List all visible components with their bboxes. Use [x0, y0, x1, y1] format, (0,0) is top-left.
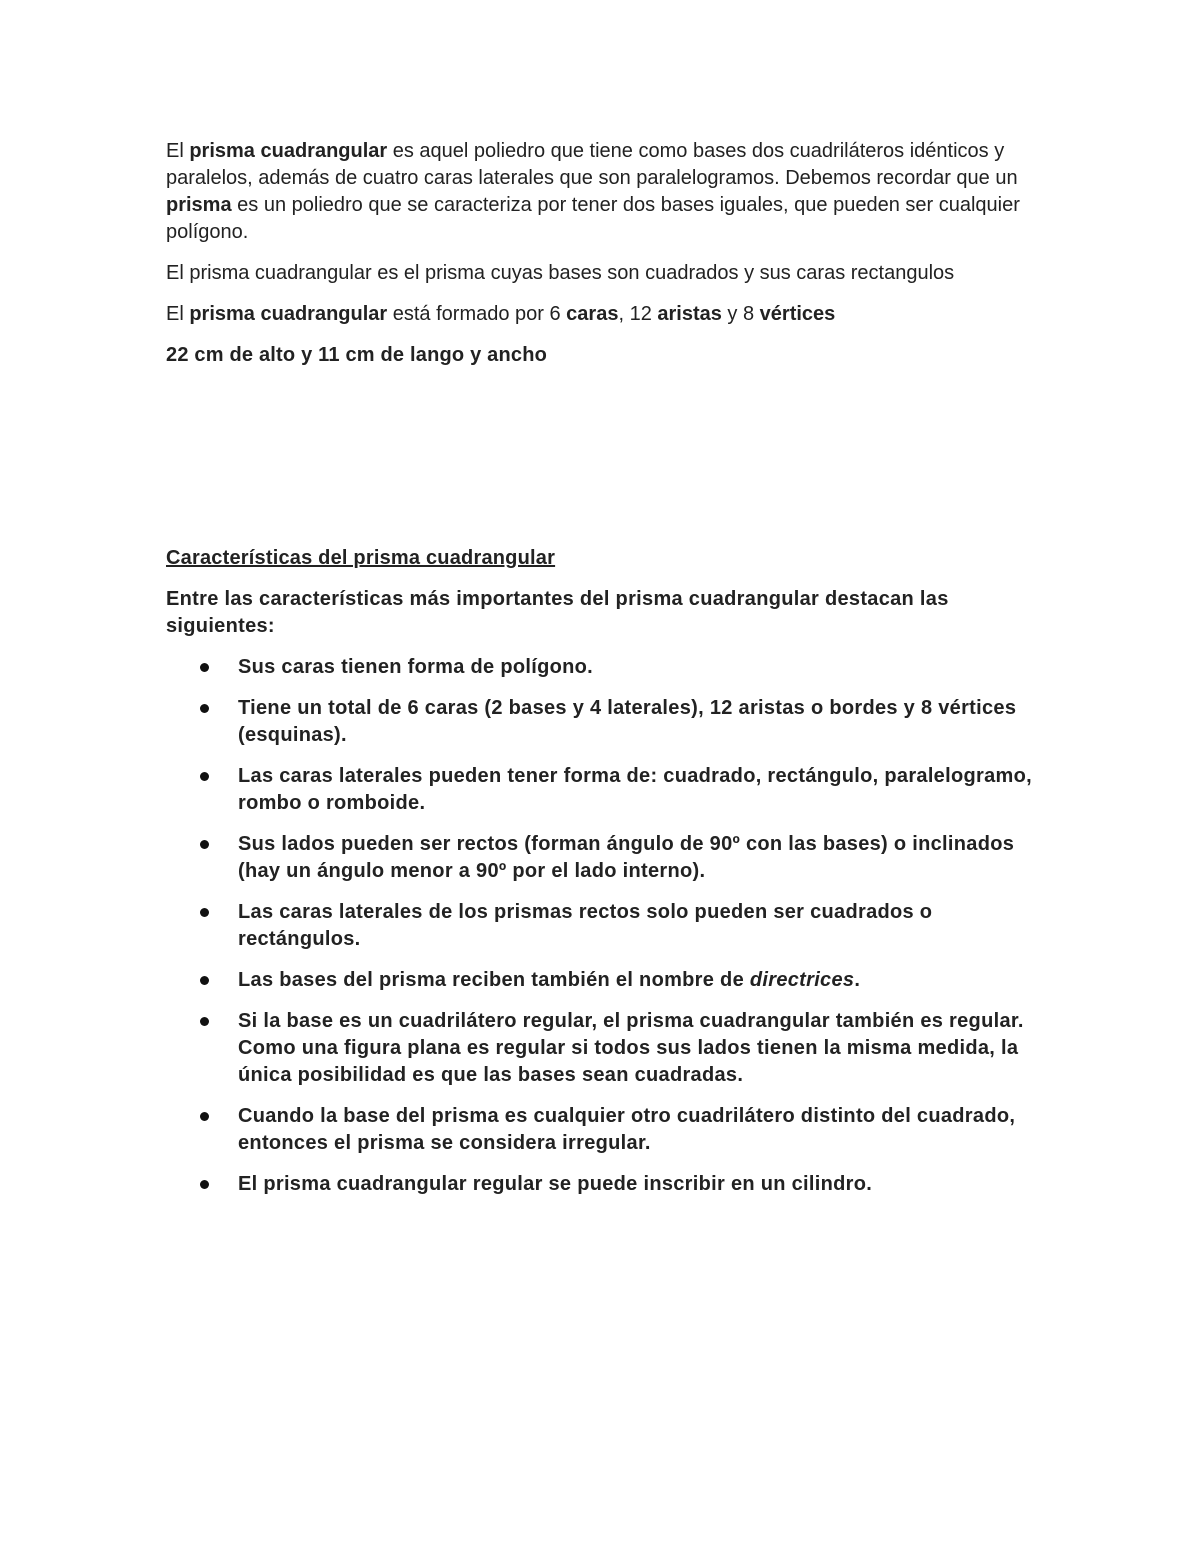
list-item: Las caras laterales de los prismas rectos solo pueden ser cuadrados o rectángulos.: [166, 899, 1046, 953]
bullet-icon: [200, 976, 209, 985]
term-prisma: prisma: [166, 194, 232, 216]
composition-line: El prisma cuadrangular está formado por 6 caras, 12 aristas y 8 vértices: [166, 303, 836, 325]
list-item: El prisma cuadrangular regular se puede inscribir en un cilindro.: [166, 1171, 1046, 1198]
term-prisma-cuadrangular: prisma cuadrangular: [189, 140, 388, 162]
features-list: [166, 654, 1046, 1198]
section-intro: Entre las características más importantes del prisma cuadrangular destacan las siguientes:: [166, 588, 949, 637]
list-item: Las bases del prisma reciben también el nombre de directrices.: [166, 967, 1046, 994]
bullet-icon: [200, 772, 209, 781]
list-item: Las caras laterales pueden tener forma de: cuadrado, rectángulo, paralelogramo, rombo o romboide.: [166, 763, 1046, 817]
term-directrices: directrices: [749, 969, 855, 991]
bullet-icon: [200, 663, 209, 672]
intro-paragraph: El prisma cuadrangular es aquel poliedro que tiene como bases dos cuadriláteros idénticos y paralelos, además de cuatro caras laterales que son paralelogramos. Debemos recordar que un prisma es un poliedro que se caracteriza por tener dos bases iguales, que pueden ser cualquier polígono.: [166, 140, 1020, 243]
definition-line: El prisma cuadrangular es el prisma cuyas bases son cuadrados y sus caras rectangulos: [166, 262, 955, 284]
measurements-line: 22 cm de alto y 11 cm de lango y ancho: [166, 344, 548, 366]
list-item: Cuando la base del prisma es cualquier otro cuadrilátero distinto del cuadrado, entonces el prisma se considera irregular.: [166, 1103, 1046, 1157]
bullet-icon: [200, 1017, 209, 1026]
bullet-icon: [200, 840, 209, 849]
section-title: Características del prisma cuadrangular: [166, 547, 556, 569]
bullet-icon: [200, 908, 209, 917]
list-item: Sus caras tienen forma de polígono.: [166, 654, 1046, 681]
list-item: Tiene un total de 6 caras (2 bases y 4 laterales), 12 aristas o bordes y 8 vértices (esquinas).: [166, 695, 1046, 749]
document-page: [166, 138, 1046, 1212]
list-item: Sus lados pueden ser rectos (forman ángulo de 90º con las bases) o inclinados (hay un ángulo menor a 90º por el lado interno).: [166, 831, 1046, 885]
list-item: Si la base es un cuadrilátero regular, el prisma cuadrangular también es regular. Como una figura plana es regular si todos sus lados tienen la misma medida, la única posibilidad es que las bases sean cuadradas.: [166, 1008, 1046, 1089]
blank-space: [166, 369, 1046, 545]
bullet-icon: [200, 1180, 209, 1189]
bullet-icon: [200, 1112, 209, 1121]
bullet-icon: [200, 704, 209, 713]
